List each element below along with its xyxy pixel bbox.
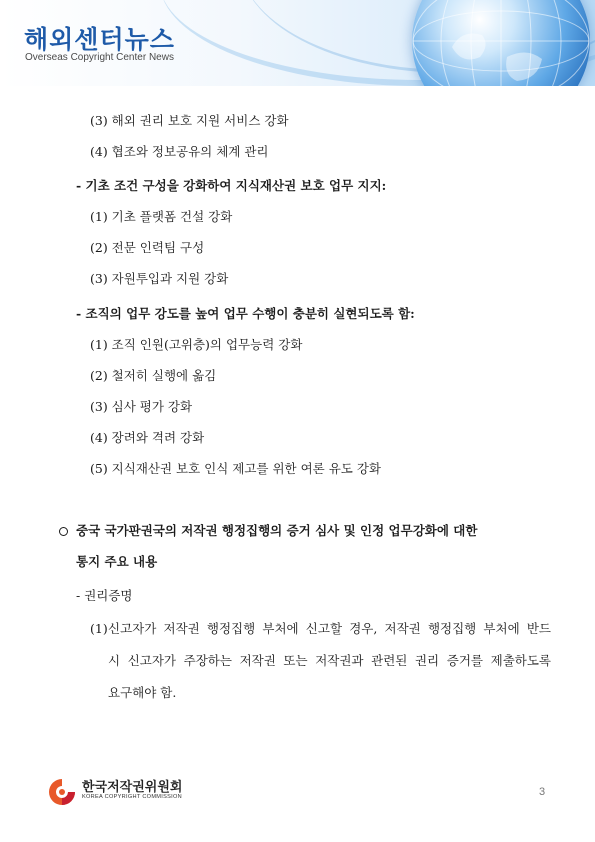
list-item: (3) 자원투입과 지원 강화: [90, 271, 229, 286]
commission-logo-icon: [47, 777, 77, 807]
paragraph-number: (1): [90, 621, 108, 636]
paragraph-line: 요구해야 함.: [108, 685, 177, 700]
section-title: 통지 주요 내용: [76, 554, 158, 569]
page-number: 3: [539, 786, 546, 798]
page-header: [0, 0, 595, 86]
list-item: (4) 장려와 격려 강화: [90, 430, 205, 445]
paragraph-line: 신고자가 저작권 행정집행 부처에 신고할 경우, 저작권 행정집행 부처에 반드: [108, 621, 551, 636]
circle-bullet-icon: [59, 527, 68, 536]
list-item: (4) 협조와 정보공유의 체계 관리: [90, 144, 269, 159]
subsection-heading: - 권리증명: [76, 588, 133, 603]
list-item: (5) 지식재산권 보호 인식 제고를 위한 여론 유도 강화: [90, 461, 381, 476]
list-item: (2) 전문 인력팀 구성: [90, 240, 205, 255]
globe-icon: [412, 0, 590, 86]
newsletter-subtitle: Overseas Copyright Center News: [25, 52, 174, 63]
list-item: (1) 기초 플랫폼 건설 강화: [90, 209, 233, 224]
section-heading: - 기초 조건 구성을 강화하여 지식재산권 보호 업무 지지:: [76, 178, 387, 193]
list-item: (3) 해외 권리 보호 지원 서비스 강화: [90, 113, 289, 128]
footer-org-name-en: KOREA COPYRIGHT COMMISSION: [82, 794, 183, 800]
list-item: (1) 조직 인원(고위층)의 업무능력 강화: [90, 337, 303, 352]
paragraph-line: 시 신고자가 주장하는 저작권 또는 저작권과 관련된 권리 증거를 제출하도록: [108, 653, 551, 668]
list-item: (3) 심사 평가 강화: [90, 399, 193, 414]
section-title: 중국 국가판권국의 저작권 행정집행의 증거 심사 및 인정 업무강화에 대한: [76, 523, 478, 538]
newsletter-title: 해외센터뉴스: [24, 25, 175, 54]
list-item: (2) 철저히 실행에 옮김: [90, 368, 217, 383]
section-heading: - 조직의 업무 강도를 높여 업무 수행이 충분히 실현되도록 함:: [76, 306, 415, 321]
footer-org-name: 한국저작권위원회: [82, 780, 183, 795]
